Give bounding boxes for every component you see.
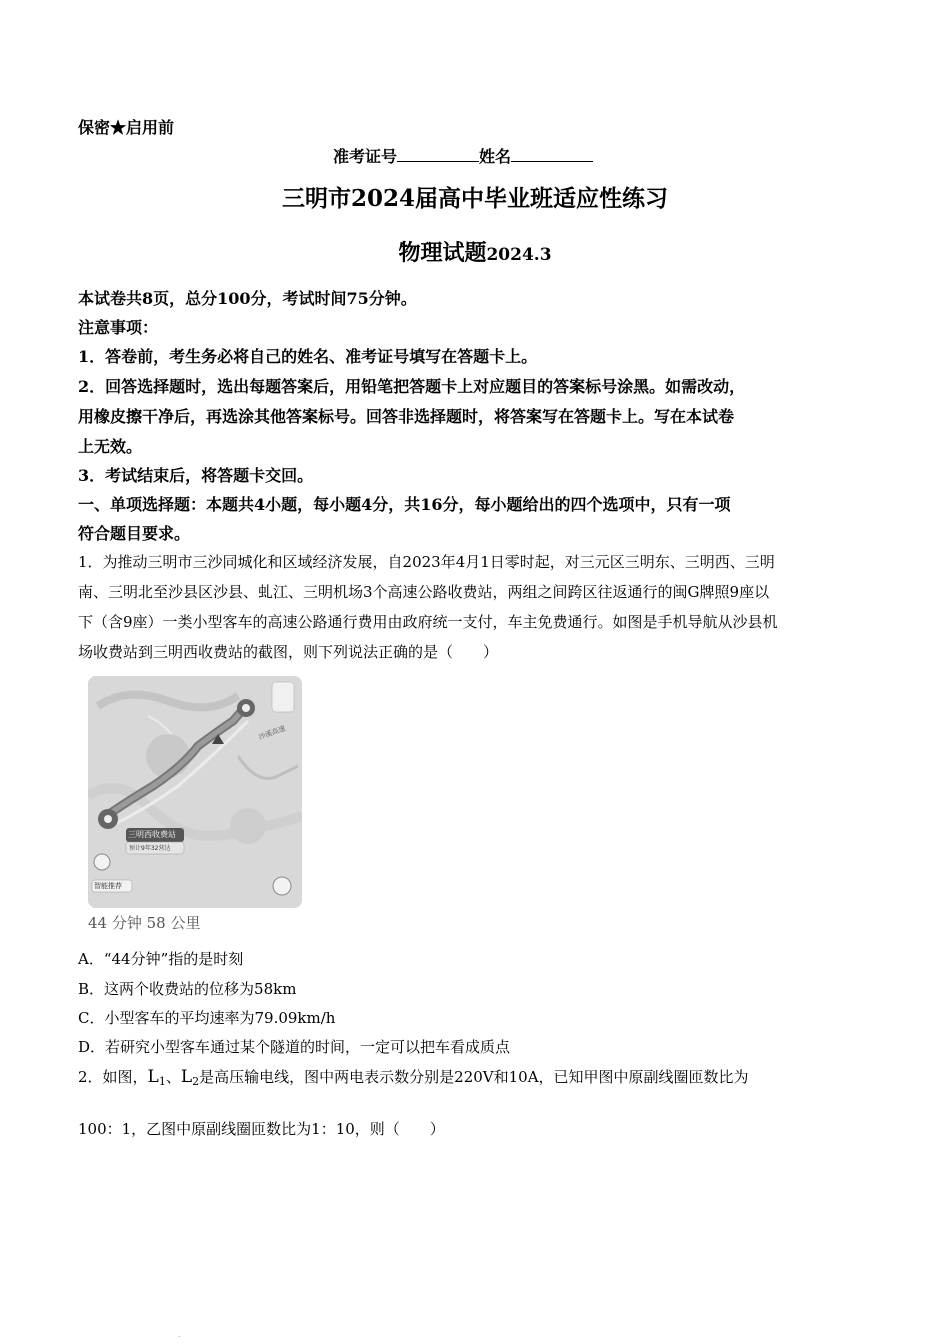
- confidential-mark: 保密★启用前: [78, 118, 175, 137]
- map-eta-label: 预计9年32营达: [129, 845, 171, 852]
- exam-info: 本试卷共8页，总分100分，考试时间75分钟。: [78, 289, 417, 308]
- id-label: 准考证号: [333, 147, 398, 166]
- name-blank: [511, 147, 593, 162]
- exam-title: 三明市2024届高中毕业班适应性练习: [281, 185, 668, 212]
- map-drawing: [88, 676, 302, 908]
- footer-mark: .: [178, 1330, 181, 1339]
- map-road-label: 沙溪高速: [257, 724, 287, 742]
- section-heading: 一、单项选择题：本题共4小题，每小题4分，共16分，每小题给出的四个选项中，只有一项: [78, 495, 731, 514]
- notice-item: 用橡皮擦干净后，再选涂其他答案标号。回答非选择题时，将答案写在答题卡上。写在本试卷: [78, 407, 735, 426]
- q2-rest: 是高压输电线，图中两电表示数分别是220V和10A，已知甲图中原副线圈匝数比为: [199, 1068, 749, 1086]
- question-1-text: 南、三明北至沙县区沙县、虬江、三明机场3个高速公路收费站，两组之间跨区往返通行的闽G牌照9座以: [78, 583, 770, 601]
- symbol-l1-sub: 1: [158, 1075, 166, 1088]
- notice-item: 3．考试结束后，将答题卡交回。: [78, 466, 314, 485]
- map-screenshot: [88, 676, 302, 908]
- notice-item: 上无效。: [78, 437, 143, 456]
- option-a: A．“44分钟”指的是时刻: [78, 950, 244, 968]
- map-station-label: 三明西收费站: [128, 830, 176, 839]
- question-1-text: 下（含9座）一类小型客车的高速公路通行费用由政府统一支付，车主免费通行。如图是手机导航从沙县机: [78, 613, 778, 631]
- notice-item: 2．回答选择题时，选出每题答案后，用铅笔把答题卡上对应题目的答案标号涂黑。如需改动，: [78, 377, 746, 396]
- exam-date: 2024.3: [486, 245, 552, 265]
- question-1-text: 场收费站到三明西收费站的截图，则下列说法正确的是（ ）: [78, 643, 499, 661]
- section-heading-cont: 符合题目要求。: [78, 524, 191, 543]
- option-c: C．小型客车的平均速率为79.09km/h: [78, 1009, 336, 1027]
- notice-item: 1．答卷前，考生务必将自己的姓名、准考证号填写在答题卡上。: [78, 347, 538, 366]
- name-label: 姓名: [479, 147, 512, 166]
- option-b: B．这两个收费站的位移为58km: [78, 980, 297, 998]
- question-2-text-cont: 100：1，乙图中原副线圈匝数比为1：10，则（ ）: [78, 1120, 445, 1138]
- id-blank: [397, 147, 479, 162]
- map-smart-label: 智能推荐: [94, 882, 122, 890]
- exam-subtitle: [0, 236, 950, 267]
- q2-separator: 、: [165, 1068, 181, 1086]
- symbol-l2: L: [180, 1067, 193, 1087]
- notice-heading: 注意事项：: [78, 318, 159, 337]
- question-1-text: 1．为推动三明市三沙同城化和区域经济发展，自2023年4月1日零时起，对三元区三明东、三明西、三明: [78, 553, 775, 571]
- option-d: D．若研究小型客车通过某个隧道的时间，一定可以把车看成质点: [78, 1038, 511, 1056]
- subject-title: 物理试题: [398, 240, 487, 266]
- map-caption: 44 分钟 58 公里: [88, 914, 201, 932]
- candidate-info-line: [333, 144, 593, 167]
- symbol-l1: L: [147, 1067, 159, 1087]
- question-2-text: [78, 1066, 749, 1088]
- navigation-map-figure: [88, 676, 310, 934]
- symbol-l2-sub: 2: [192, 1075, 200, 1088]
- q2-prefix: 2．如图，: [78, 1068, 148, 1086]
